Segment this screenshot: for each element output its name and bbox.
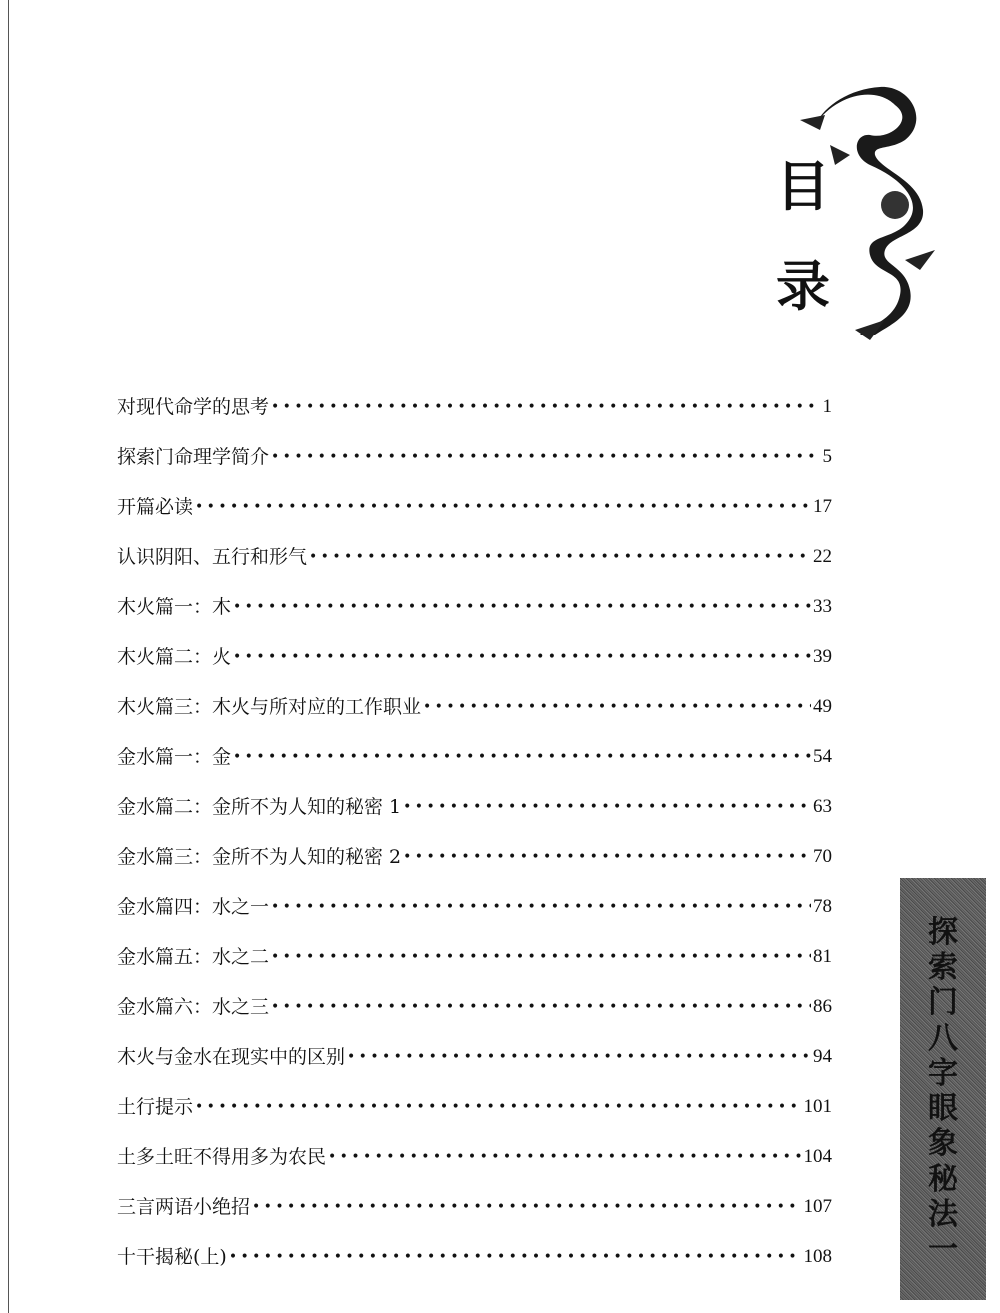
toc-entry[interactable] (117, 720, 832, 770)
side-label-char: 眼 (928, 1091, 958, 1127)
toc-entry-title: 对现代命学的思考 (117, 396, 270, 418)
side-label-char: 八 (928, 1020, 958, 1056)
toc-entry[interactable] (117, 870, 832, 920)
toc-entry[interactable] (117, 920, 832, 970)
toc-entry[interactable] (117, 620, 832, 670)
toc-entry-page: 63 (813, 796, 832, 817)
side-label-char: 法 (928, 1196, 958, 1232)
toc-entry[interactable] (117, 1120, 832, 1170)
toc-entry-page: 101 (803, 1096, 832, 1117)
toc-entry-page: 49 (813, 696, 832, 717)
side-label-char: 探 (928, 915, 958, 950)
toc-entry-title: 金水篇三：金所不为人知的秘密 2 (117, 846, 402, 868)
toc-entry-title: 金水篇五：水之二 (117, 946, 270, 968)
title-char-1: 目 (776, 155, 830, 218)
toc-entry[interactable] (117, 1170, 832, 1220)
toc-entry[interactable] (117, 1220, 832, 1270)
toc-entry-page: 1 (822, 396, 832, 417)
toc-entry-title: 金水篇二：金所不为人知的秘密 1 (117, 796, 402, 818)
toc-entry-title: 土多土旺不得用多为农民 (117, 1146, 327, 1168)
toc-entry[interactable] (117, 820, 832, 870)
leader-dots (328, 1144, 801, 1170)
toc-entry-page: 33 (813, 596, 832, 617)
page-edge-line (8, 0, 9, 1313)
toc-entry-title: 金水篇一：金 (117, 746, 232, 768)
toc-entry[interactable] (117, 770, 832, 820)
dragon-illustration-icon (795, 85, 940, 340)
toc-entry-page: 104 (803, 1146, 832, 1167)
toc-entry-page: 39 (813, 646, 832, 667)
toc-entry[interactable] (117, 370, 832, 420)
toc-entry-title: 十干揭秘(上) (117, 1246, 227, 1268)
toc-entry-title: 金水篇六：水之三 (117, 996, 270, 1018)
toc-entry-title: 土行提示 (117, 1096, 194, 1118)
side-label-char: 索 (928, 950, 958, 986)
toc-entry[interactable] (117, 570, 832, 620)
leader-dots (233, 644, 811, 670)
table-of-contents (117, 370, 832, 1270)
leader-dots (252, 1194, 801, 1220)
toc-entry[interactable] (117, 1020, 832, 1070)
toc-entry-page: 78 (813, 896, 832, 917)
leader-dots (271, 894, 811, 920)
toc-entry-title: 木火篇二：火 (117, 646, 232, 668)
toc-entry[interactable] (117, 670, 832, 720)
leader-dots (271, 994, 811, 1020)
leader-dots (271, 394, 820, 420)
toc-entry-title: 木火与金水在现实中的区别 (117, 1046, 346, 1068)
leader-dots (271, 944, 811, 970)
toc-entry-title: 木火篇三：木火与所对应的工作职业 (117, 696, 422, 718)
toc-entry-page: 94 (813, 1046, 832, 1067)
leader-dots (271, 444, 820, 470)
toc-entry-page: 54 (813, 746, 832, 767)
side-label-char: 门 (928, 985, 958, 1021)
leader-dots (195, 1094, 801, 1120)
toc-entry-page: 17 (813, 496, 832, 517)
toc-entry-page: 70 (813, 846, 832, 867)
toc-entry-title: 开篇必读 (117, 496, 194, 518)
leader-dots (195, 494, 811, 520)
leader-dots (233, 594, 811, 620)
toc-entry-page: 22 (813, 546, 832, 567)
toc-entry[interactable] (117, 470, 832, 520)
side-label-char: 秘 (928, 1161, 958, 1197)
toc-entry-title: 三言两语小绝招 (117, 1196, 251, 1218)
leader-dots (347, 1044, 811, 1070)
leader-dots (229, 1244, 802, 1270)
toc-entry[interactable] (117, 1070, 832, 1120)
side-label-char: 字 (928, 1055, 958, 1091)
leader-dots (403, 844, 811, 870)
side-book-title-tab (900, 878, 986, 1300)
title-char-2: 录 (776, 255, 830, 318)
toc-entry-title: 木火篇一：木 (117, 596, 232, 618)
side-label-char: 象 (928, 1126, 958, 1162)
toc-entry[interactable] (117, 420, 832, 470)
leader-dots (309, 544, 811, 570)
toc-entry-page: 108 (803, 1246, 832, 1267)
toc-entry[interactable] (117, 970, 832, 1020)
toc-entry-page: 5 (822, 446, 832, 467)
leader-dots (233, 744, 811, 770)
toc-entry-page: 81 (813, 946, 832, 967)
toc-entry-title: 认识阴阳、五行和形气 (117, 546, 308, 568)
toc-entry-title: 金水篇四：水之一 (117, 896, 270, 918)
leader-dots (403, 794, 811, 820)
toc-entry-page: 107 (803, 1196, 832, 1217)
toc-entry-title: 探索门命理学简介 (117, 446, 270, 468)
toc-entry[interactable] (117, 520, 832, 570)
leader-dots (423, 694, 811, 720)
side-label-char: 一 (928, 1231, 958, 1267)
toc-entry-page: 86 (813, 996, 832, 1017)
